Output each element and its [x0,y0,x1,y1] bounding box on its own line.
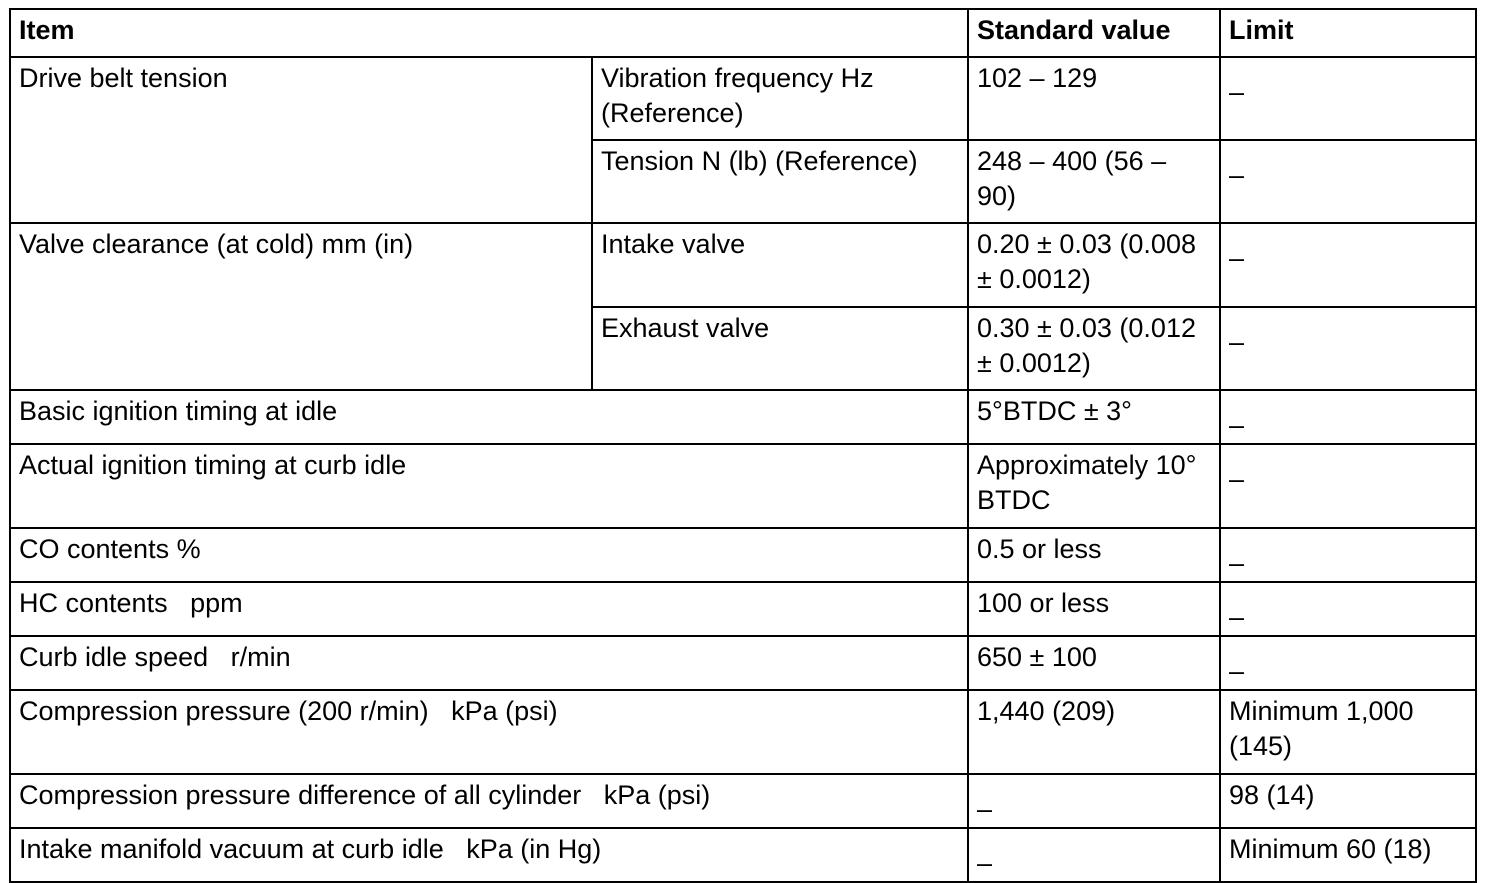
specification-table [9,8,1477,883]
item-cell: Basic ignition timing at idle [10,390,968,444]
standard-value-cell: 248 – 400 (56 – 90) [968,140,1220,223]
table-row [10,828,1476,882]
standard-value-cell: 0.5 or less [968,528,1220,582]
limit-cell [1220,307,1476,390]
standard-value-cell: Approximately 10° BTDC [968,444,1220,528]
standard-value-cell: 1,440 (209) [968,690,1220,774]
standard-value-cell: 100 or less [968,582,1220,636]
item-cell: Compression pressure (200 r/min) kPa (psi) [10,690,968,774]
standard-value-cell: 5°BTDC ± 3° [968,390,1220,444]
limit-cell [1220,140,1476,223]
limit-value: – [1229,243,1245,273]
standard-value: – [977,794,993,824]
standard-value-cell: 0.20 ± 0.03 (0.008 ± 0.0012) [968,223,1220,307]
item-cell: Intake manifold vacuum at curb idle kPa (in Hg) [10,828,968,882]
table-row [10,636,1476,690]
limit-value: – [1229,548,1245,578]
limit-value: – [1229,464,1245,494]
table-row [10,444,1476,528]
item-cell: Drive belt tension [10,57,592,223]
header-limit: Limit [1220,9,1476,57]
limit-value: – [1229,160,1245,190]
limit-cell [1220,636,1476,690]
limit-cell [1220,57,1476,140]
limit-cell [1220,444,1476,528]
limit-value: – [1229,656,1245,686]
table-row [10,390,1476,444]
standard-value: – [977,848,993,878]
item-cell: Valve clearance (at cold) mm (in) [10,223,592,390]
item-cell: Curb idle speed r/min [10,636,968,690]
item-cell: CO contents % [10,528,968,582]
item-cell: Actual ignition timing at curb idle [10,444,968,528]
header-row [10,9,1476,57]
standard-value-cell: 0.30 ± 0.03 (0.012 ± 0.0012) [968,307,1220,390]
standard-value-cell: 102 – 129 [968,57,1220,140]
item-cell: HC contents ppm [10,582,968,636]
sub-item-cell: Vibration frequency Hz (Reference) [592,57,968,140]
header-standard-value: Standard value [968,9,1220,57]
limit-value: – [1229,410,1245,440]
limit-cell [1220,223,1476,307]
sub-item-cell: Tension N (lb) (Reference) [592,140,968,223]
standard-value-cell [968,828,1220,882]
table-row [10,57,1476,140]
table-row [10,223,1476,307]
limit-cell: 98 (14) [1220,774,1476,828]
sub-item-cell: Intake valve [592,223,968,307]
limit-value: – [1229,77,1245,107]
standard-value-cell: 650 ± 100 [968,636,1220,690]
limit-value: – [1229,327,1245,357]
limit-cell: Minimum 1,000 (145) [1220,690,1476,774]
standard-value-cell [968,774,1220,828]
limit-cell [1220,528,1476,582]
table-row [10,528,1476,582]
item-cell: Compression pressure difference of all cylinder kPa (psi) [10,774,968,828]
limit-cell: Minimum 60 (18) [1220,828,1476,882]
table-row [10,774,1476,828]
table-row [10,582,1476,636]
table-row [10,690,1476,774]
limit-value: – [1229,602,1245,632]
limit-cell [1220,390,1476,444]
header-item: Item [10,9,968,57]
limit-cell [1220,582,1476,636]
sub-item-cell: Exhaust valve [592,307,968,390]
